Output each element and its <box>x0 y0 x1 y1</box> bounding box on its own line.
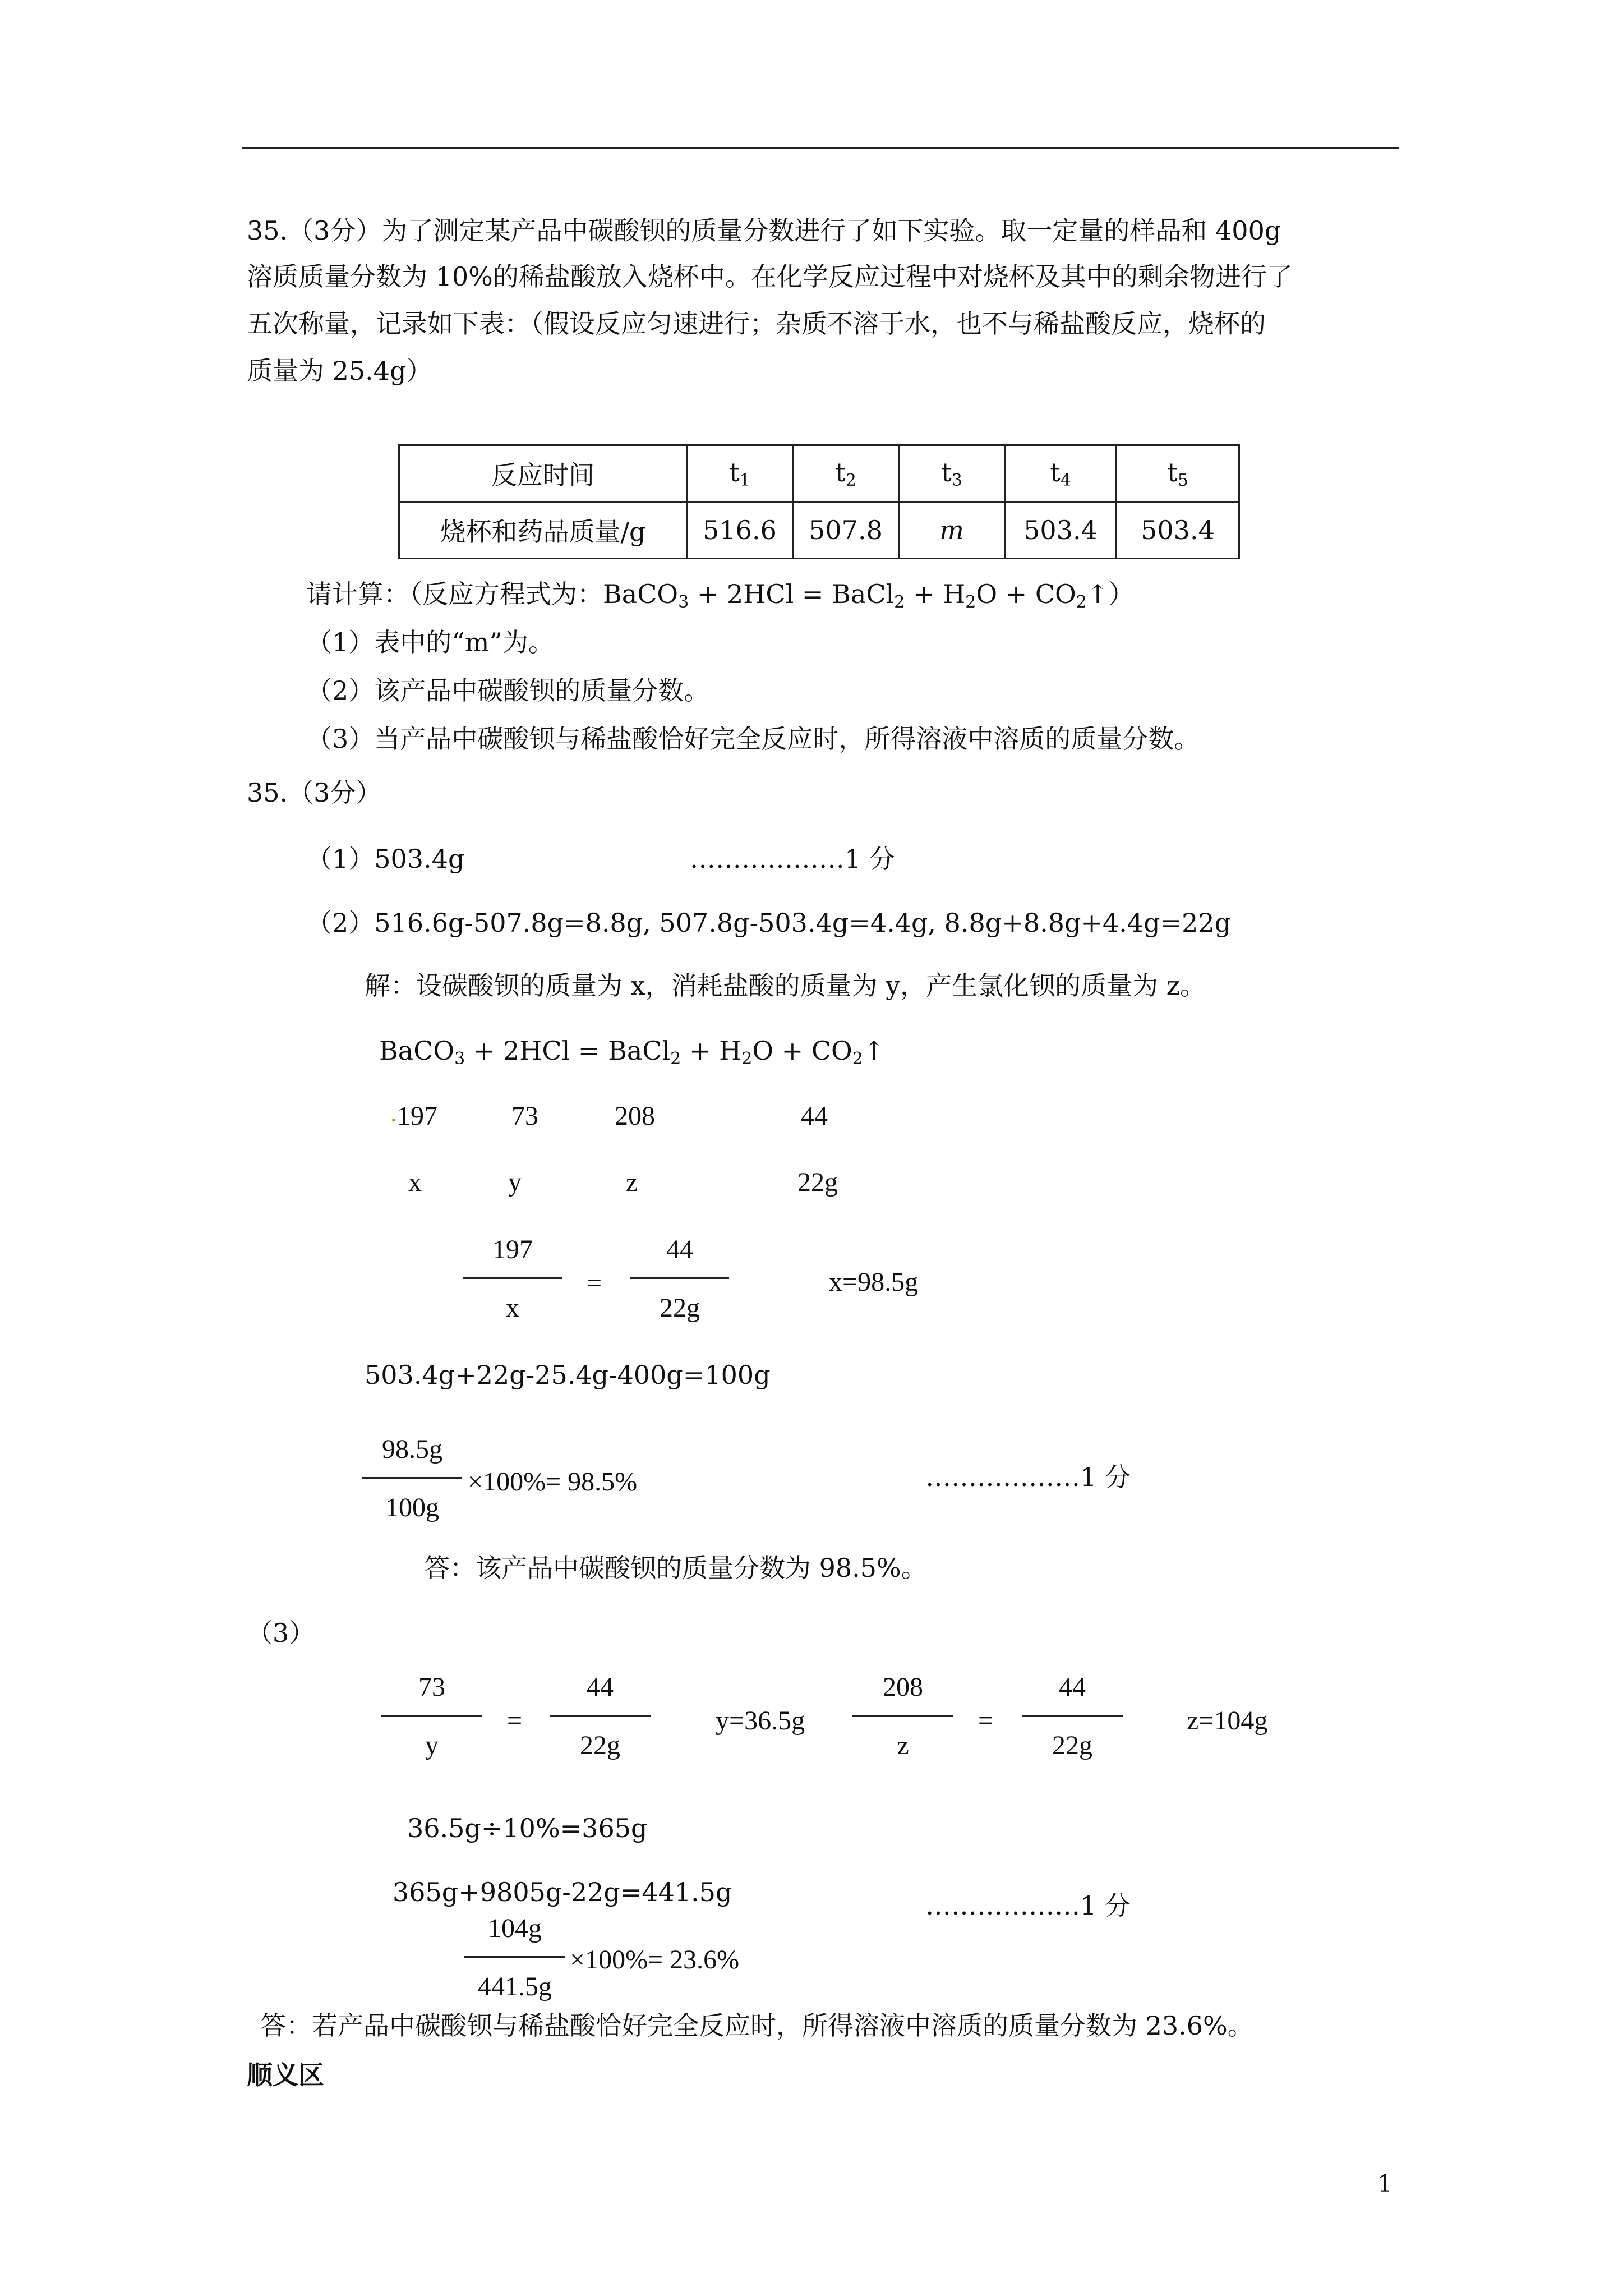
fraction-44-22g: 44 22g <box>1022 1672 1123 1761</box>
reaction-equation: BaCO$_3$ + 2HCl = BaCl$_2$ + $H_2O$ + $CO_2↑$ <box>379 1036 885 1069</box>
hcl-solution-calc: 36.5g÷10%=365g <box>407 1813 648 1843</box>
answer-3-conclusion: 答：若产品中碳酸钡与稀盐酸恰好完全反应时，所得溶液中溶质的质量分数为 23.6%。 <box>260 2010 1253 2041</box>
question-line-4: 质量为 25.4g） <box>247 356 432 386</box>
measurement-table <box>398 444 1240 559</box>
question-line-2: 溶质质量分数为 10%的稀盐酸放入烧杯中。在化学反应过程中对烧杯及其中的剩余物进行了 <box>247 261 1293 292</box>
section-title: 顺义区 <box>247 2060 324 2090</box>
var-co2-mass: 22g <box>797 1167 838 1197</box>
header-rule <box>242 147 1399 149</box>
equals-sign: = <box>587 1268 602 1298</box>
z-result: z=104g <box>1187 1706 1268 1736</box>
var-x: x <box>408 1167 422 1197</box>
sample-mass-calc: 503.4g+22g-25.4g-400g=100g <box>365 1360 771 1390</box>
molar-mass-bacl2: 208 <box>615 1101 655 1131</box>
table-row-label: 烧杯和药品质量/g <box>399 502 687 559</box>
fraction-44-22g: 44 22g <box>550 1672 651 1761</box>
score-mark: ………………1 分 <box>925 1462 1131 1492</box>
score-mark: ………………1 分 <box>690 844 895 874</box>
value-cell: 516.6 <box>687 502 793 559</box>
molar-mass-co2: 44 <box>801 1101 828 1131</box>
equals-sign: = <box>978 1706 994 1736</box>
fraction-purity: 98.5g 100g <box>362 1434 462 1523</box>
value-cell: 503.4 <box>1005 502 1117 559</box>
question-line-1: 35.（3分）为了测定某产品中碳酸钡的质量分数进行了如下实验。取一定量的样品和 400g <box>247 215 1281 246</box>
value-cell: 503.4 <box>1117 502 1239 559</box>
value-cell: m <box>899 502 1005 559</box>
concentration-result: ×100%= 23.6% <box>570 1945 740 1975</box>
mark-dot: . <box>390 1098 397 1128</box>
molar-mass-baco3: 197 <box>397 1101 437 1131</box>
y-result: y=36.5g <box>716 1706 805 1736</box>
question-line-3: 五次称量，记录如下表：（假设反应匀速进行；杂质不溶于水，也不与稀盐酸反应，烧杯的 <box>247 309 1266 339</box>
table-row <box>399 445 1239 502</box>
table-row <box>399 502 1239 559</box>
x-result: x=98.5g <box>829 1267 919 1297</box>
time-cell: $t_4$ <box>1005 445 1117 502</box>
time-cell: $t_5$ <box>1117 445 1239 502</box>
molar-mass-hcl: 73 <box>511 1101 538 1131</box>
answer-2-conclusion: 答：该产品中碳酸钡的质量分数为 98.5%。 <box>424 1553 927 1583</box>
value-cell: 507.8 <box>793 502 899 559</box>
solution-mass-calc: 365g+9805g-22g=441.5g <box>393 1877 732 1907</box>
time-cell: $t_1$ <box>687 445 793 502</box>
solution-setup: 解：设碳酸钡的质量为 x，消耗盐酸的质量为 y，产生氯化钡的质量为 z。 <box>365 970 1206 1001</box>
time-cell: $t_3$ <box>899 445 1005 502</box>
var-y: y <box>508 1167 522 1197</box>
fraction-208-z: 208 z <box>852 1672 953 1761</box>
answer-heading: 35.（3分） <box>247 777 382 808</box>
part-3-label: （3） <box>247 1618 315 1648</box>
var-z: z <box>626 1167 638 1197</box>
table-header-label: 反应时间 <box>399 445 687 502</box>
purity-result: ×100%= 98.5% <box>468 1467 638 1497</box>
prompt-q3: （3）当产品中碳酸钡与稀盐酸恰好完全反应时，所得溶液中溶质的质量分数。 <box>306 724 1200 754</box>
equals-sign: = <box>507 1706 523 1736</box>
fraction-73-y: 73 y <box>381 1672 482 1761</box>
prompt-q1: （1）表中的“m”为。 <box>306 627 554 657</box>
prompt-intro: 请计算：（反应方程式为：BaCO$_3$ + 2HCl = BaCl$_2$ + $H_2O$ + $CO_2↑$） <box>306 579 1135 612</box>
fraction-44-22g: 44 22g <box>630 1234 729 1323</box>
fraction-197-x: 197 x <box>463 1234 562 1323</box>
time-cell: $t_2$ <box>793 445 899 502</box>
score-mark: ………………1 分 <box>925 1890 1131 1921</box>
answer-2: （2）516.6g-507.8g=8.8g, 507.8g-503.4g=4.4g, 8.8g+8.8g+4.4g=22g <box>306 908 1232 938</box>
answer-1: （1）503.4g <box>306 844 465 874</box>
page-number: 1 <box>1377 2170 1393 2197</box>
fraction-concentration: 104g 441.5g <box>464 1913 565 2002</box>
prompt-q2: （2）该产品中碳酸钡的质量分数。 <box>306 675 710 706</box>
